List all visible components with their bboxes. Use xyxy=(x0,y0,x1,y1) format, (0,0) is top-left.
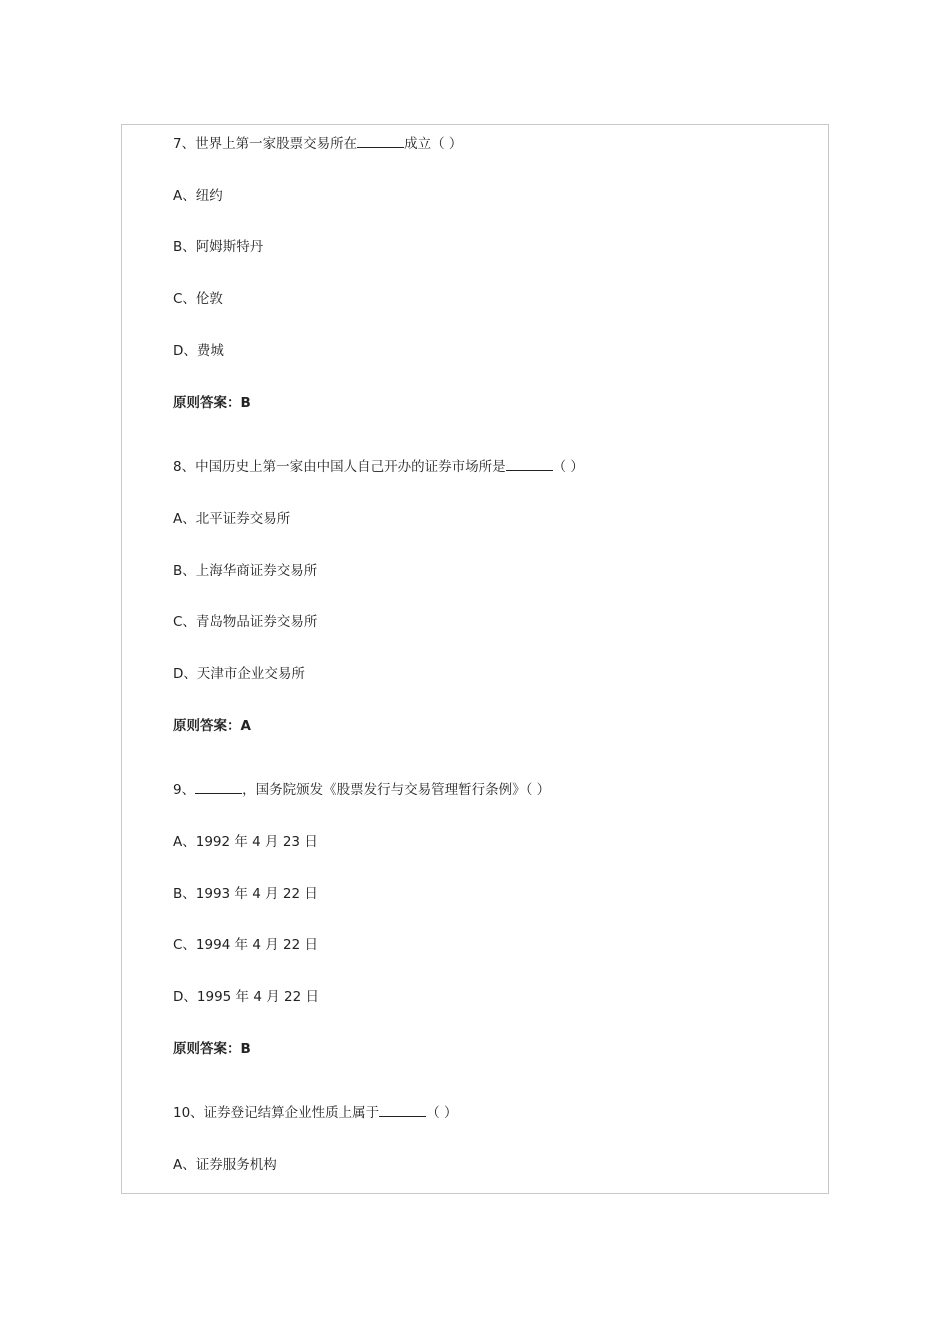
fill-in-blank xyxy=(357,135,404,148)
option-b: B、上海华商证券交易所 xyxy=(173,563,318,579)
option-a: A、纽约 xyxy=(173,188,223,204)
question-stem-text: 7、世界上第一家股票交易所在 xyxy=(173,136,358,152)
option-c: C、1994 年 4 月 22 日 xyxy=(173,937,319,953)
question-7-stem xyxy=(173,135,462,153)
fill-in-blank xyxy=(195,781,242,794)
question-8-stem xyxy=(173,458,584,476)
answer-line: 原则答案：B xyxy=(173,1041,251,1057)
question-10-stem xyxy=(173,1104,457,1122)
option-a: A、证券服务机构 xyxy=(173,1157,277,1173)
option-a: A、1992 年 4 月 23 日 xyxy=(173,834,318,850)
option-d: D、费城 xyxy=(173,343,224,359)
question-stem-text: （ ） xyxy=(426,1105,458,1121)
question-stem-text: ，国务院颁发《股票发行与交易管理暂行条例》（ ） xyxy=(242,782,551,798)
question-stem-text: 8、中国历史上第一家由中国人自己开办的证券市场所是 xyxy=(173,459,506,475)
page-border xyxy=(121,124,829,1194)
option-c: C、青岛物品证券交易所 xyxy=(173,614,318,630)
answer-line: 原则答案：B xyxy=(173,395,251,411)
option-d: D、1995 年 4 月 22 日 xyxy=(173,989,319,1005)
fill-in-blank xyxy=(506,458,553,471)
question-stem-text: 成立（ ） xyxy=(404,136,463,152)
option-b: B、阿姆斯特丹 xyxy=(173,239,264,255)
option-c: C、伦敦 xyxy=(173,291,223,307)
option-a: A、北平证券交易所 xyxy=(173,511,291,527)
question-stem-text: 9、 xyxy=(173,782,196,798)
question-stem-text: 10、证券登记结算企业性质上属于 xyxy=(173,1105,380,1121)
fill-in-blank xyxy=(379,1104,426,1117)
answer-line: 原则答案：A xyxy=(173,718,251,734)
option-b: B、1993 年 4 月 22 日 xyxy=(173,886,318,902)
question-stem-text: （ ） xyxy=(552,459,584,475)
question-9-stem xyxy=(173,781,550,799)
option-d: D、天津市企业交易所 xyxy=(173,666,305,682)
